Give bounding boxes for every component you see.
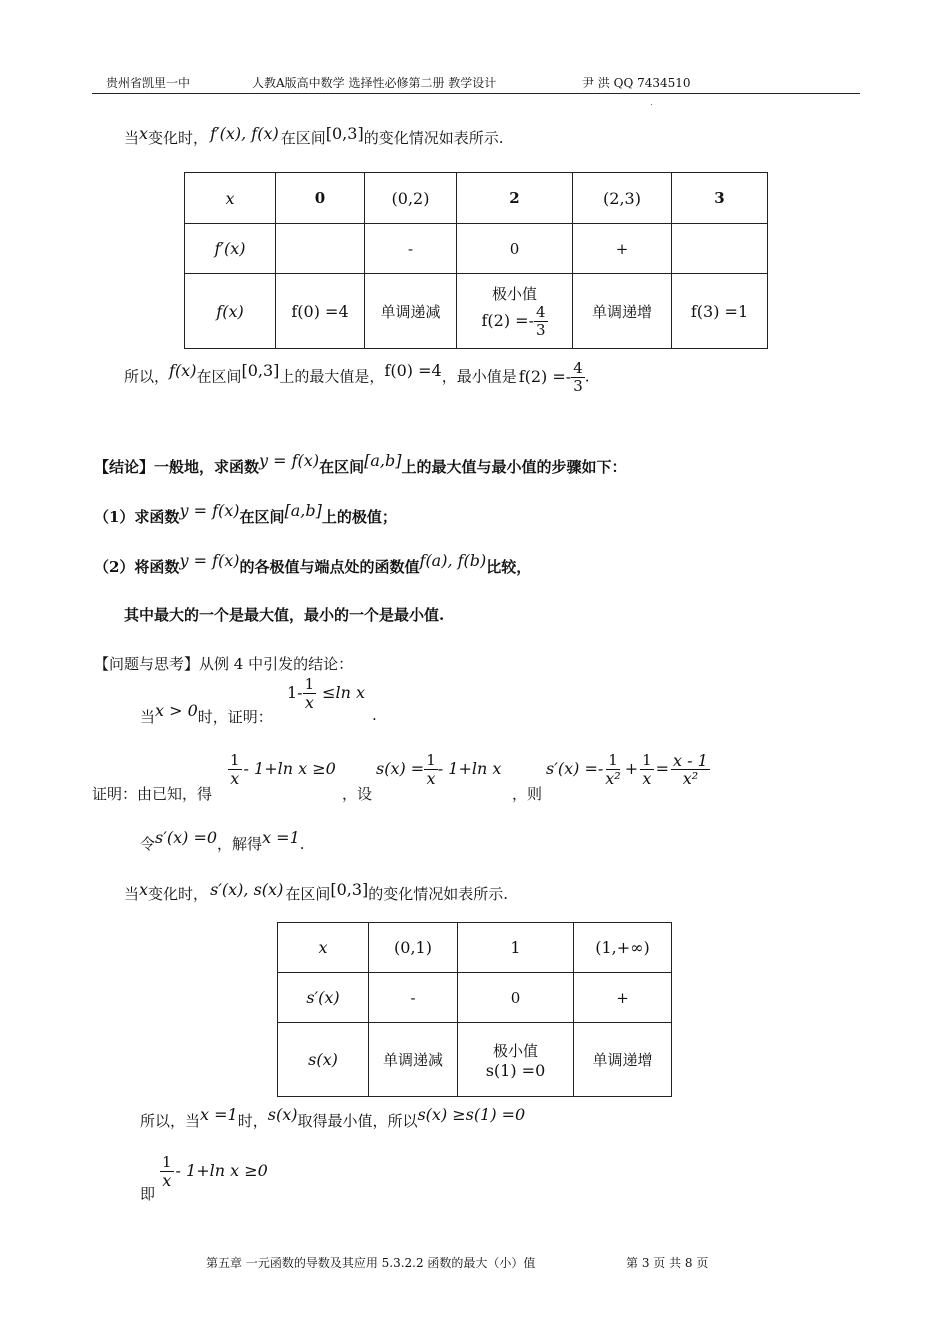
variation-table-f	[184, 172, 768, 349]
table1-header-interval1: (0,2)	[365, 173, 457, 224]
table2-func-increasing: 单调递增	[574, 1023, 672, 1097]
table2-deriv-sign1: -	[369, 973, 458, 1023]
part2-result: 所以，当x =1时，s(x)取得最小值，所以s(x) ≥s(1) =0	[140, 1105, 526, 1130]
table2-func-decreasing: 单调递减	[369, 1023, 458, 1097]
part1-result: 所以，f(x)在区间[0,3]上的最大值是，f(0) =4，最小值是 f(2) =- $\frac{4}{3}$ .	[124, 359, 590, 395]
header-school: 贵州省凯里一中	[106, 76, 191, 90]
footer-page: 第 3 页 共 8 页	[626, 1256, 709, 1270]
conclusion-step2: （2）将函数y = f(x)的各极值与端点处的函数值f(a), f(b)比较，	[94, 551, 532, 576]
let-line: 令s′(x) =0，解得x =1.	[140, 828, 305, 853]
final-prefix: 即	[140, 1185, 156, 1203]
conclusion-heading: 【结论】一般地，求函数y = f(x)在区间[a,b]上的最大值与最小值的步骤如下：	[94, 451, 627, 476]
s-definition: s(x) = $\frac{1}{x}$ - 1+ln x	[376, 751, 502, 788]
conclusion-step1: （1）求函数y = f(x)在区间[a,b]上的极值；	[94, 501, 397, 526]
problem-title: 【问题与思考】从例 4 中引发的结论：	[94, 655, 354, 673]
table1-func-0: f(0) =4	[276, 274, 365, 349]
table1-min-value: f(2) =- $\frac{4}{3}$	[481, 303, 546, 339]
table1-func-increasing: 单调递增	[573, 274, 672, 349]
table1-func-decreasing: 单调递减	[365, 274, 457, 349]
conclusion-step3: 其中最大的一个是最大值，最小的一个是最小值.	[124, 606, 445, 624]
header-rule	[92, 93, 860, 94]
table1-func-label: f(x)	[185, 274, 276, 349]
table2-min-label: 极小值	[492, 1041, 538, 1060]
table1-deriv-0	[276, 224, 365, 274]
table1-func-3: f(3) =1	[672, 274, 768, 349]
proof-intro: 证明：由已知，得	[92, 785, 213, 803]
header-book: 人教A版高中数学 选择性必修第二册 教学设计	[252, 76, 497, 90]
proof-let: ，设	[342, 785, 373, 803]
footer-chapter: 第五章 一元函数的导数及其应用 5.3.2.2 函数的最大（小）值	[206, 1256, 536, 1270]
table2-header-1: 1	[458, 923, 574, 973]
table1-header-x: x	[185, 173, 276, 224]
table1-min-label: 极小值	[491, 285, 537, 303]
table2-deriv-1: 0	[458, 973, 574, 1023]
table1-deriv-sign2: +	[573, 224, 672, 274]
proof-ineq: $\frac{1}{x}$ - 1+ln x ≥0	[230, 751, 336, 788]
table2-header-interval1: (0,1)	[369, 923, 458, 973]
table2-min-value: s(1) =0	[485, 1060, 546, 1080]
table1-func-min	[457, 274, 573, 349]
table2-deriv-sign2: +	[574, 973, 672, 1023]
table1-deriv-2: 0	[457, 224, 573, 274]
final-ineq: $\frac{1}{x}$ - 1+ln x ≥0	[162, 1153, 268, 1190]
table2-header-x: x	[278, 923, 369, 973]
proof-then: ，则	[512, 785, 543, 803]
problem-claim-period: .	[372, 706, 377, 724]
part1-intro: 当x变化时， f′(x), f(x) 在区间[0,3]的变化情况如表所示.	[124, 124, 504, 147]
s-derivative: s′(x) =- $\frac{1}{\text{x²}}$ + $\frac{1}{x}$ = $\frac{x - 1}{\text{x²}}$	[546, 751, 708, 788]
table1-header-3: 3	[672, 173, 768, 224]
table1-header-2: 2	[457, 173, 573, 224]
table1-deriv-label: f′(x)	[185, 224, 276, 274]
table2-header-interval2: (1,+∞)	[574, 923, 672, 973]
part2-intro: 当x变化时， s′(x), s(x) 在区间[0,3]的变化情况如表所示.	[124, 880, 509, 903]
table1-deriv-sign1: -	[365, 224, 457, 274]
table1-deriv-3	[672, 224, 768, 274]
table2-deriv-label: s′(x)	[278, 973, 369, 1023]
header-dot	[651, 104, 652, 105]
table2-func-label: s(x)	[278, 1023, 369, 1097]
variation-table-s	[277, 922, 672, 1097]
table2-func-min	[458, 1023, 574, 1097]
table1-header-interval2: (2,3)	[573, 173, 672, 224]
header-author: 尹 洪 QQ 7434510	[582, 76, 691, 90]
problem-claim-formula: 1- $\frac{1}{x}$ ≤ln x	[287, 675, 366, 712]
table1-header-0: 0	[276, 173, 365, 224]
problem-claim-cond: 当x > 0时，证明：	[140, 701, 273, 726]
